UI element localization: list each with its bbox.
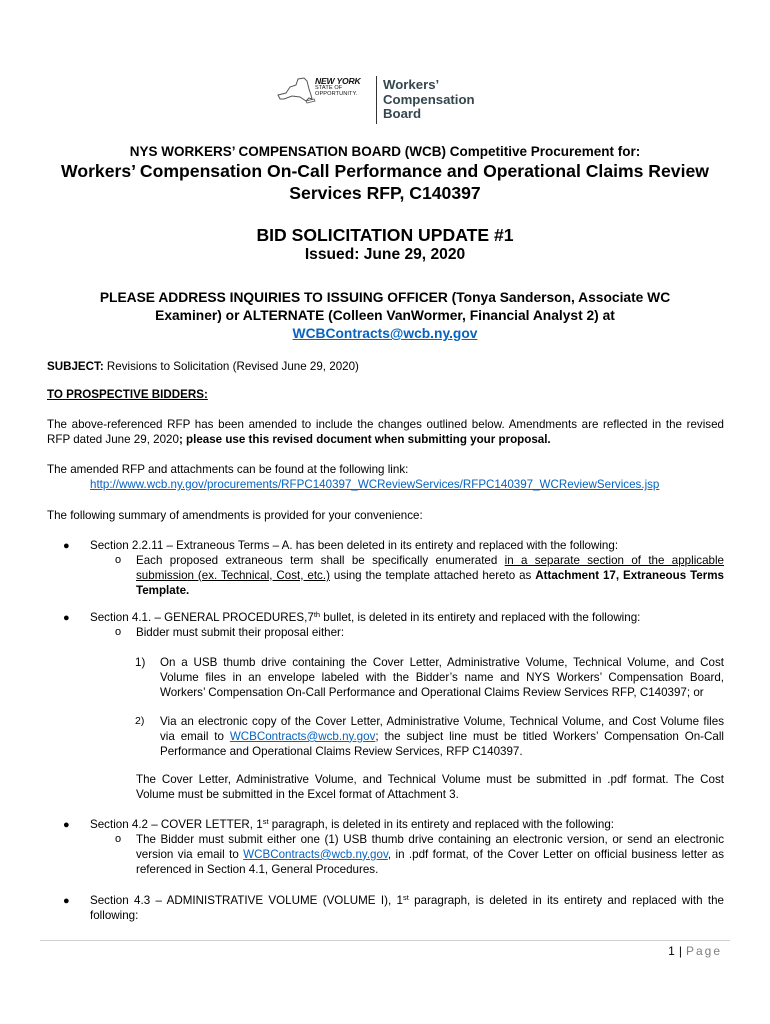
agency-name — [383, 78, 475, 122]
sub-bullet-submit: Bidder must submit their proposal either: — [136, 626, 345, 639]
sub-bullet-text: The Bidder must submit either one (1) USB thumb drive containing an electronic version, or send an electronic version via email to — [136, 833, 724, 861]
option-usb-drive: On a USB thumb drive containing the Cover Letter, Administrative Volume, Technical Volume, and Cost Volume files in an envelope labeled with the Bidder’s name and NYS Workers’ Compensation Board, Workers’ Compensation On-Call Performance and Operational Claims Review Services RFP, C140397; or — [160, 656, 724, 699]
page-footer — [668, 944, 722, 958]
sub-bullet-extraneous-terms — [136, 554, 724, 598]
amendment-intro-bold: ; please use this revised document when submitting your proposal. — [178, 432, 551, 446]
bullet-section-4-3 — [90, 894, 724, 924]
rfp-title-line-2: Services RFP, C140397 — [289, 183, 481, 203]
option-email-text: Via an electronic copy of the Cover Letter, Administrative Volume, Technical Volume, and Cost Volume files via email to — [160, 715, 724, 743]
subject-label: SUBJECT: — [47, 360, 104, 373]
agency-line-2: Compensation — [383, 91, 475, 107]
page-word: Page — [685, 944, 722, 958]
list-number: 2) — [135, 715, 145, 727]
to-bidders-heading: TO PROSPECTIVE BIDDERS: — [47, 388, 208, 401]
logo-divider — [376, 76, 377, 124]
bullet-section-4-1 — [90, 611, 724, 626]
option-email — [160, 715, 724, 759]
issued-date: Issued: June 29, 2020 — [304, 246, 466, 263]
inquiries-line-1: PLEASE ADDRESS INQUIRIES TO ISSUING OFFICER (Tonya Sanderson, Associate WC — [99, 290, 671, 305]
cover-letter-email-link[interactable]: WCBContracts@wcb.ny.gov — [243, 847, 388, 861]
state-line-3: OPPORTUNITY. — [315, 91, 358, 97]
footer-divider — [40, 940, 730, 941]
inquiries-email-link[interactable]: WCBContracts@wcb.ny.gov — [292, 326, 478, 341]
state-name: NEW YORK — [315, 76, 361, 86]
state-tagline — [315, 78, 361, 97]
bullet-text: Section 4.3 – ADMINISTRATIVE VOLUME (VOLUME I), 1 — [90, 894, 403, 907]
new-york-state-outline-icon — [276, 77, 316, 105]
bullet-icon: ● — [63, 540, 70, 552]
rfp-title-line-1: Workers’ Compensation On-Call Performance and Operational Claims Review — [61, 161, 709, 181]
procurement-line: NYS WORKERS’ COMPENSATION BOARD (WCB) Competitive Procurement for: — [129, 144, 641, 159]
summary-intro: The following summary of amendments is provided for your convenience: — [47, 509, 423, 522]
bullet-text: Section 4.2 – COVER LETTER, 1 — [90, 818, 263, 831]
sub-bullet-icon: o — [115, 554, 122, 566]
option-email-link[interactable]: WCBContracts@wcb.ny.gov — [229, 729, 376, 743]
superscript: st — [402, 893, 409, 902]
subject-text: Revisions to Solicitation (Revised June 29, 2020) — [103, 360, 359, 373]
bullet-section-2-2-11: Section 2.2.11 – Extraneous Terms – A. has been deleted in its entirety and replaced with the following: — [90, 539, 619, 552]
amendment-intro — [47, 418, 724, 448]
superscript: st — [262, 817, 269, 826]
bullet-icon: ● — [63, 895, 70, 907]
sub-bullet-text: Each proposed extraneous term shall be specifically enumerated — [136, 554, 505, 567]
sub-bullet-tail: , in .pdf format, of the Cover Letter on official business letter as referenced in Section 4.1, General Procedures. — [136, 847, 725, 876]
bullet-text: Section 4.1. – GENERAL PROCEDURES,7 — [90, 611, 314, 624]
update-title: BID SOLICITATION UPDATE #1 — [256, 225, 514, 245]
rfp-title — [40, 160, 730, 204]
superscript: th — [313, 610, 321, 619]
option-email-tail: ; the subject line must be titled Workers’ Compensation On-Call Performance and Operational Claims Review Services, RFP C140397. — [160, 729, 724, 758]
page-number: 1 — [668, 944, 675, 958]
bullet-text-tail: bullet, is deleted in its entirety and replaced with the following: — [320, 611, 641, 624]
agency-line-3: Board — [383, 106, 422, 122]
state-line-2: STATE OF — [315, 85, 343, 91]
subject-line — [47, 360, 724, 375]
amended-rfp-note: The amended RFP and attachments can be found at the following link: — [47, 463, 409, 476]
bullet-section-4-2 — [90, 818, 724, 833]
page-separator: | — [678, 944, 682, 958]
sub-bullet-cover-letter — [136, 833, 724, 877]
sub-bullet-icon: o — [115, 833, 122, 845]
bullet-text-tail: paragraph, is deleted in its entirety and replaced with the following: — [268, 818, 614, 831]
sub-bullet-underlined: in a separate section of the applicable submission (ex. Technical, Cost, etc.) — [136, 554, 724, 582]
agency-line-1: Workers’ — [383, 77, 440, 92]
attachment-17-reference: Attachment 17, Extraneous Terms Template. — [136, 568, 725, 597]
bullet-text-tail: paragraph, is deleted in its entirety and replaced with the following: — [90, 894, 724, 922]
inquiries-line-2: Examiner) or ALTERNATE (Colleen VanWormer, Financial Analyst 2) at — [155, 308, 615, 323]
format-note: The Cover Letter, Administrative Volume, and Technical Volume must be submitted in .pdf format. The Cost Volume must be submitted in the Excel format of Attachment 3. — [136, 773, 724, 801]
wcb-logo — [276, 73, 496, 125]
amendment-intro-text: The above-referenced RFP has been amended to include the changes outlined below. Amendments are reflected in the revised RFP dated June 29, 2020 — [47, 418, 724, 446]
bullet-icon: ● — [63, 819, 70, 831]
rfp-link[interactable]: http://www.wcb.ny.gov/procurements/RFPC140397_WCReviewServices/RFPC140397_WCReviewServices.jsp — [90, 478, 660, 491]
inquiries-block — [40, 289, 730, 343]
sub-bullet-icon: o — [115, 626, 122, 638]
list-number: 1) — [135, 656, 146, 669]
sub-bullet-text-mid: using the template attached hereto as — [329, 568, 536, 582]
bullet-icon: ● — [63, 612, 70, 624]
